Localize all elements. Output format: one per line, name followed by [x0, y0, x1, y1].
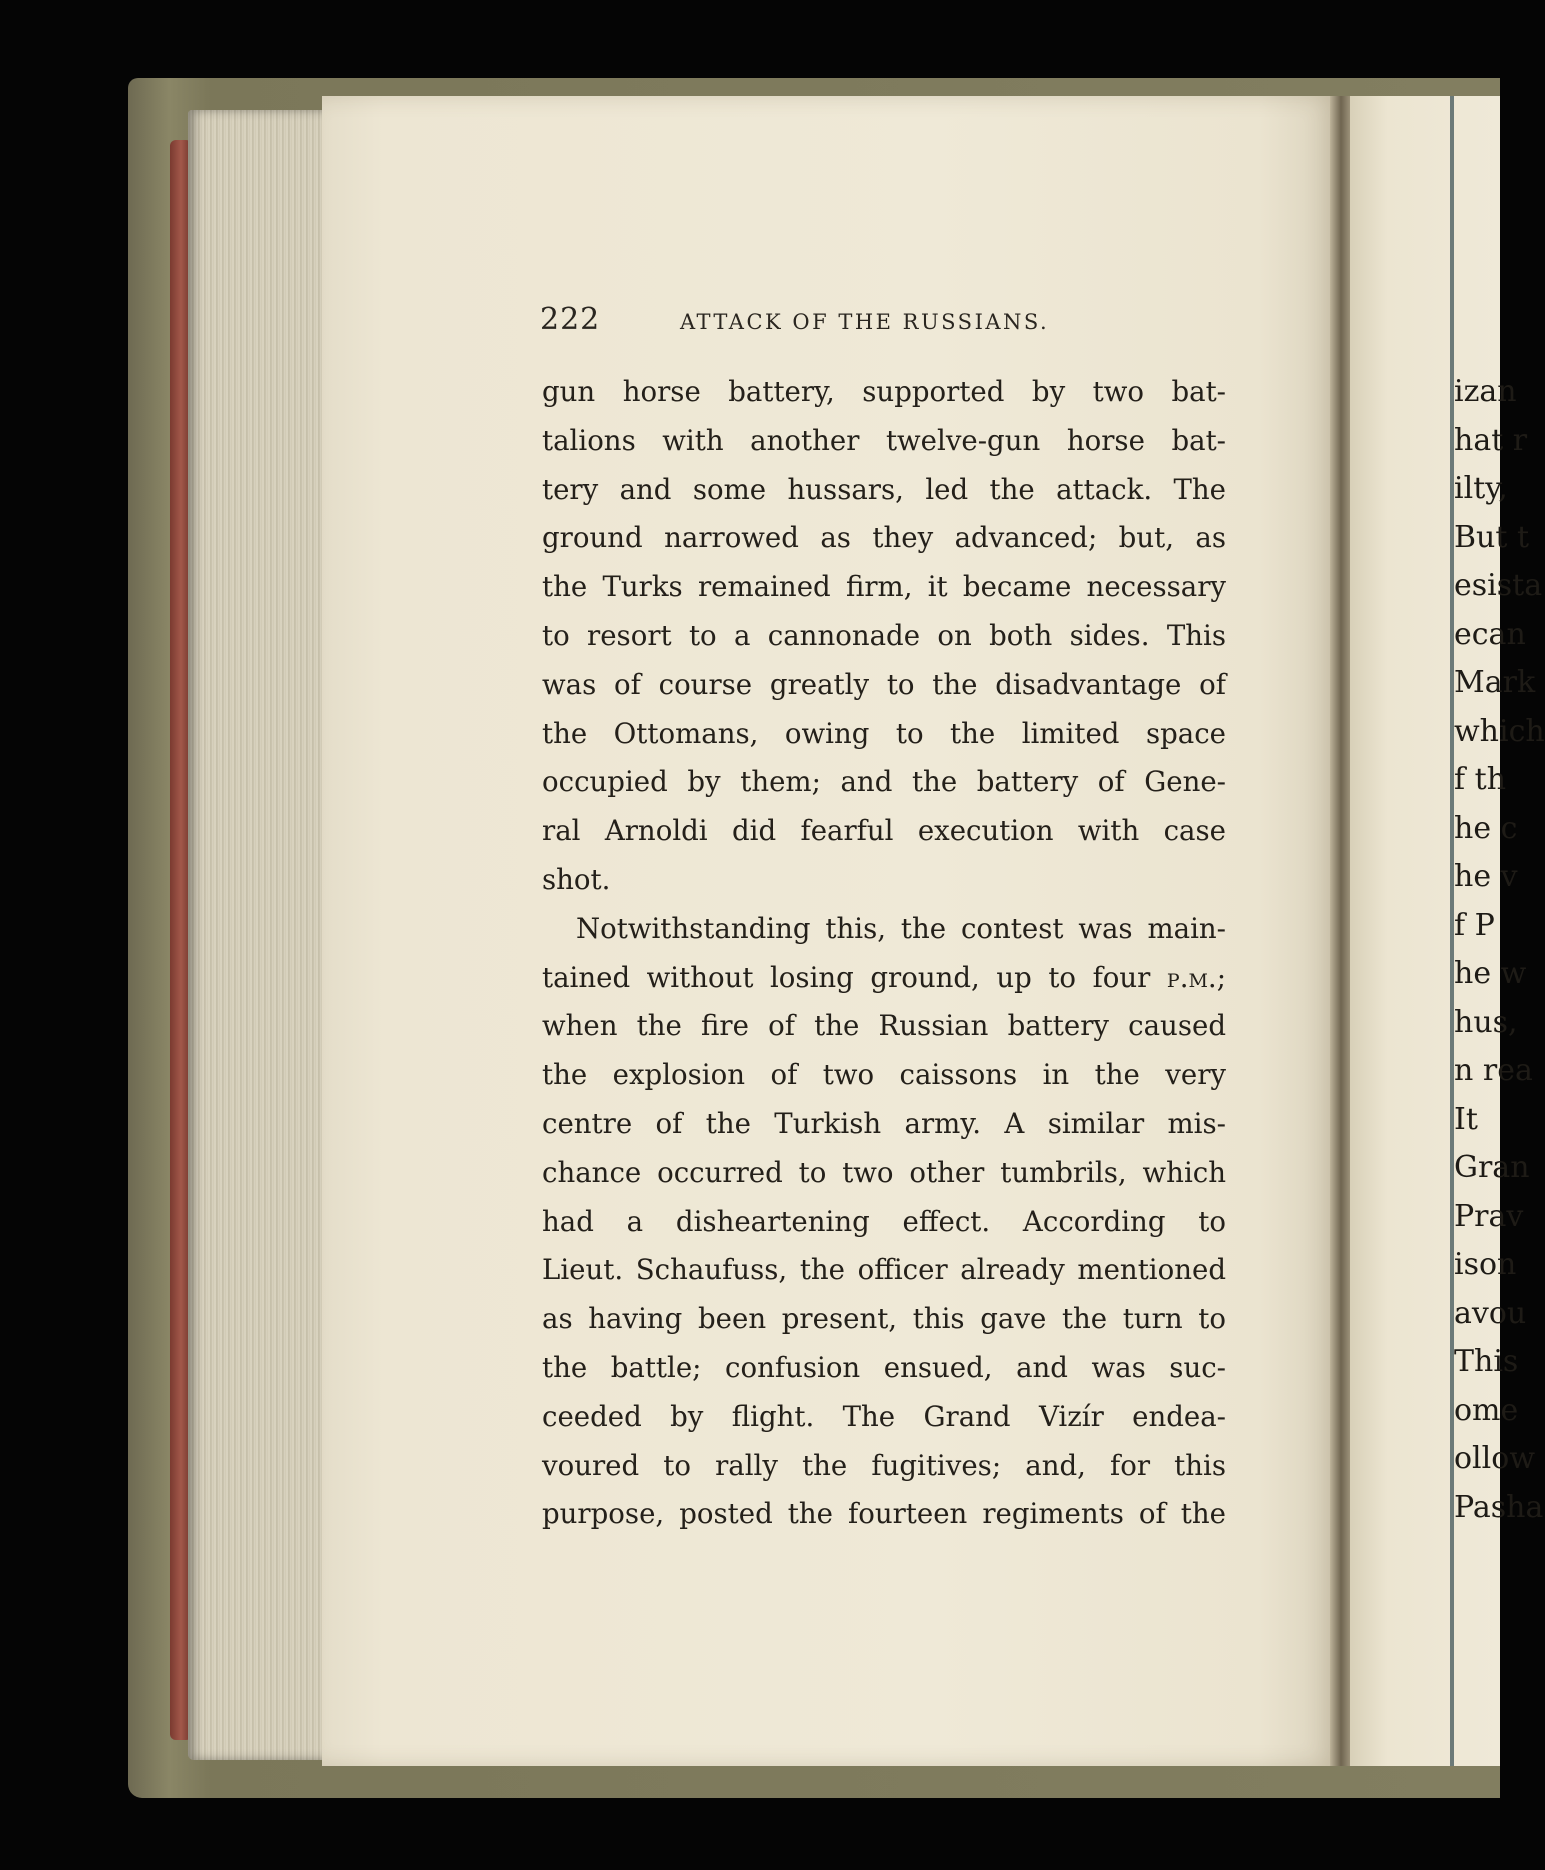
text-line: was of course greatly to the disadvantage of: [542, 667, 1226, 701]
facing-text-fragment: ecan: [1454, 616, 1526, 652]
facing-text-fragment: f P: [1454, 907, 1495, 943]
running-title: ATTACK OF THE RUSSIANS.: [680, 310, 1050, 334]
text-line: the Turks remained firm, it became necessary: [542, 570, 1226, 604]
text-line: Notwithstanding this, the contest was main-: [576, 911, 1226, 945]
facing-text-fragment: This: [1454, 1344, 1519, 1379]
facing-text-fragment: which: [1454, 713, 1545, 749]
facing-text-fragment: he v: [1454, 859, 1518, 894]
text-line: voured to rally the fugitives; and, for this: [542, 1448, 1226, 1482]
facing-text-fragment: hat r: [1454, 422, 1528, 458]
facing-text-fragment: It: [1454, 1101, 1478, 1137]
facing-page: [1350, 96, 1545, 1766]
facing-text-fragment: Gran: [1454, 1150, 1530, 1185]
text-line: ceeded by flight. The Grand Vizír endea-: [542, 1399, 1226, 1433]
facing-text-fragment: izan: [1454, 374, 1517, 409]
text-line: when the fire of the Russian battery caused: [542, 1009, 1226, 1043]
text-line: ground narrowed as they advanced; but, as: [542, 521, 1226, 555]
facing-text-fragment: he w: [1454, 956, 1527, 991]
running-head: [540, 302, 1240, 337]
facing-text-fragment: Mark: [1454, 665, 1536, 700]
book-gutter: [1330, 96, 1352, 1766]
text-line: talions with another twelve-gun horse bat-: [542, 423, 1226, 457]
text-line: tery and some hussars, led the attack. The: [542, 472, 1226, 506]
facing-text-fragment: ison: [1454, 1247, 1517, 1282]
text-line: the Ottomans, owing to the limited space: [542, 716, 1226, 750]
text-line: gun horse battery, supported by two bat-: [542, 375, 1226, 408]
body-text: [542, 368, 1226, 1539]
facing-text-fragment: ilty,: [1454, 471, 1508, 506]
text-line: to resort to a cannonade on both sides. This: [542, 618, 1226, 652]
text-line: tained without losing ground, up to four p.m.;: [542, 960, 1226, 994]
facing-text-fragment: ome: [1454, 1392, 1519, 1428]
facing-text-fragment: ollow: [1454, 1441, 1535, 1476]
facing-text-fragment: hus,: [1454, 1004, 1518, 1040]
facing-text-fragment: But t: [1454, 519, 1530, 555]
text-line: occupied by them; and the battery of Gene-: [542, 765, 1226, 799]
text-line: chance occurred to two other tumbrils, which: [542, 1155, 1226, 1189]
text-line: the battle; confusion ensued, and was suc-: [542, 1350, 1226, 1384]
text-line: the explosion of two caissons in the very: [542, 1058, 1226, 1092]
facing-text-fragment: Prav: [1454, 1198, 1524, 1234]
facing-text-fragment: avou: [1454, 1295, 1527, 1331]
page-edges: [188, 110, 338, 1760]
text-line: as having been present, this gave the turn to: [542, 1302, 1226, 1336]
facing-text-fragment: Pasha: [1454, 1489, 1544, 1525]
facing-text-fragment: f th: [1454, 762, 1507, 797]
text-line: purpose, posted the fourteen regiments of the: [542, 1497, 1226, 1531]
facing-text-fragment: esista: [1454, 568, 1543, 603]
page-number: 222: [540, 302, 601, 337]
text-line: centre of the Turkish army. A similar mis-: [542, 1106, 1226, 1140]
facing-text-fragment: he c: [1454, 810, 1518, 846]
text-line: ral Arnoldi did fearful execution with case: [542, 814, 1226, 848]
text-line: Lieut. Schaufuss, the officer already mentioned: [542, 1253, 1226, 1287]
text-line: shot.: [542, 862, 611, 896]
facing-text-fragment: n rea: [1454, 1053, 1533, 1088]
text-line: had a disheartening effect. According to: [542, 1204, 1226, 1238]
time-abbreviation: p.m.: [1166, 960, 1217, 994]
